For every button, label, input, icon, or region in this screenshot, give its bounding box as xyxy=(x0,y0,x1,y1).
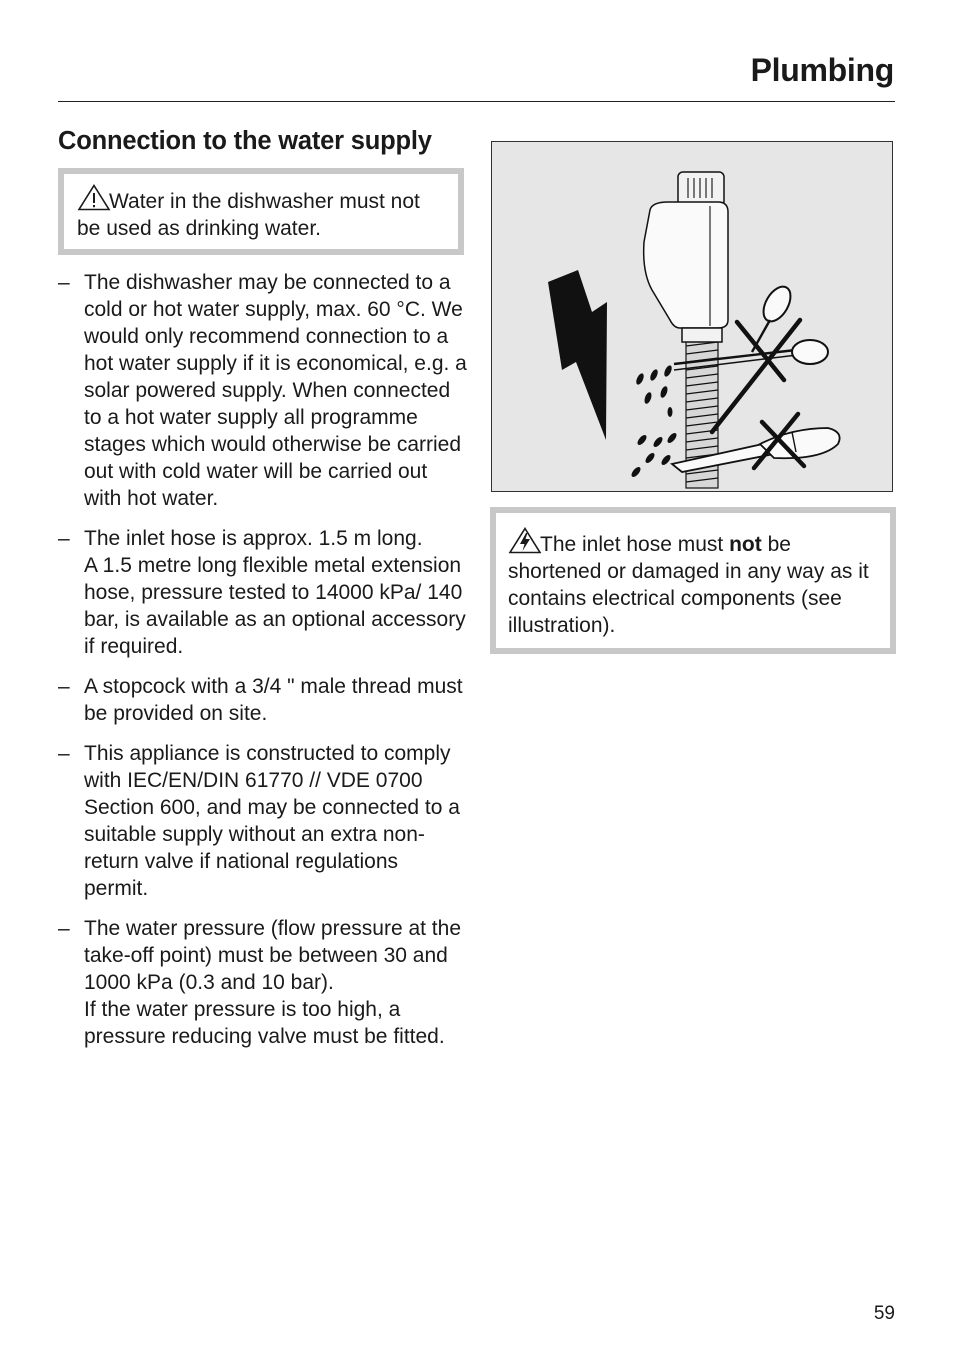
list-dash: – xyxy=(58,917,70,940)
list-item-text: The water pressure (flow pressure at the take-off point) must be between 30 and 1000 kPa (0.3 and 10 bar). If the water pressure is too high, a pressure reducing valve must be fitted. xyxy=(84,917,461,1048)
hose-warning-text-after: be shortened or damaged in any way as it contains electrical components (see illustration). xyxy=(508,533,869,637)
list-item-text: This appliance is constructed to comply with IEC/EN/DIN 61770 // VDE 0700 Section 600, and may be connected to a suitable supply without an extra non-return valve if national regulations permit. xyxy=(84,742,460,900)
list-item xyxy=(58,525,468,660)
list-dash: – xyxy=(58,527,70,550)
header-rule xyxy=(58,101,895,102)
list-dash: – xyxy=(58,675,70,698)
requirements-list xyxy=(58,269,468,1050)
hose-warning-text-before: The inlet hose must xyxy=(540,533,730,556)
list-item xyxy=(58,915,468,1050)
electrical-hazard-icon xyxy=(508,527,542,554)
lightning-bolt-icon xyxy=(548,270,607,440)
list-item xyxy=(58,673,468,727)
inlet-hose-drawing xyxy=(492,142,891,490)
page-number: 59 xyxy=(873,1303,895,1324)
hose-warning-emphasis: not xyxy=(729,533,762,556)
section-heading: Connection to the water supply xyxy=(58,127,432,155)
inlet-hose-warning-box xyxy=(490,507,896,654)
list-dash: – xyxy=(58,271,70,294)
list-item-text: The dishwasher may be connected to a cold or hot water supply, max. 60 °C. We would only recommend connection to a hot water supply if it is economical, e.g. a solar powered supply. When connected to a hot water supply all programme stages which would otherwise be carried out with cold water will be carried out with hot water. xyxy=(84,271,467,510)
drinking-water-warning-box xyxy=(58,168,464,255)
list-item xyxy=(58,740,468,902)
warning-triangle-icon xyxy=(77,184,111,211)
water-splash-icon xyxy=(630,364,678,478)
list-dash: – xyxy=(58,742,70,765)
drinking-water-warning-text: Water in the dishwasher must not be used as drinking water. xyxy=(77,190,420,240)
page-title: Plumbing xyxy=(750,52,894,88)
left-column xyxy=(58,124,468,1063)
valve-housing xyxy=(644,172,728,342)
list-item xyxy=(58,269,468,512)
inlet-hose-illustration xyxy=(491,141,893,492)
list-item-text: The inlet hose is approx. 1.5 m long. A 1.5 metre long flexible metal extension hose, pressure tested to 14000 kPa/ 140 bar, is available as an optional accessory if required. xyxy=(84,527,466,658)
list-item-text: A stopcock with a 3/4 " male thread must be provided on site. xyxy=(84,675,463,725)
cross-mark-icon xyxy=(712,320,800,432)
